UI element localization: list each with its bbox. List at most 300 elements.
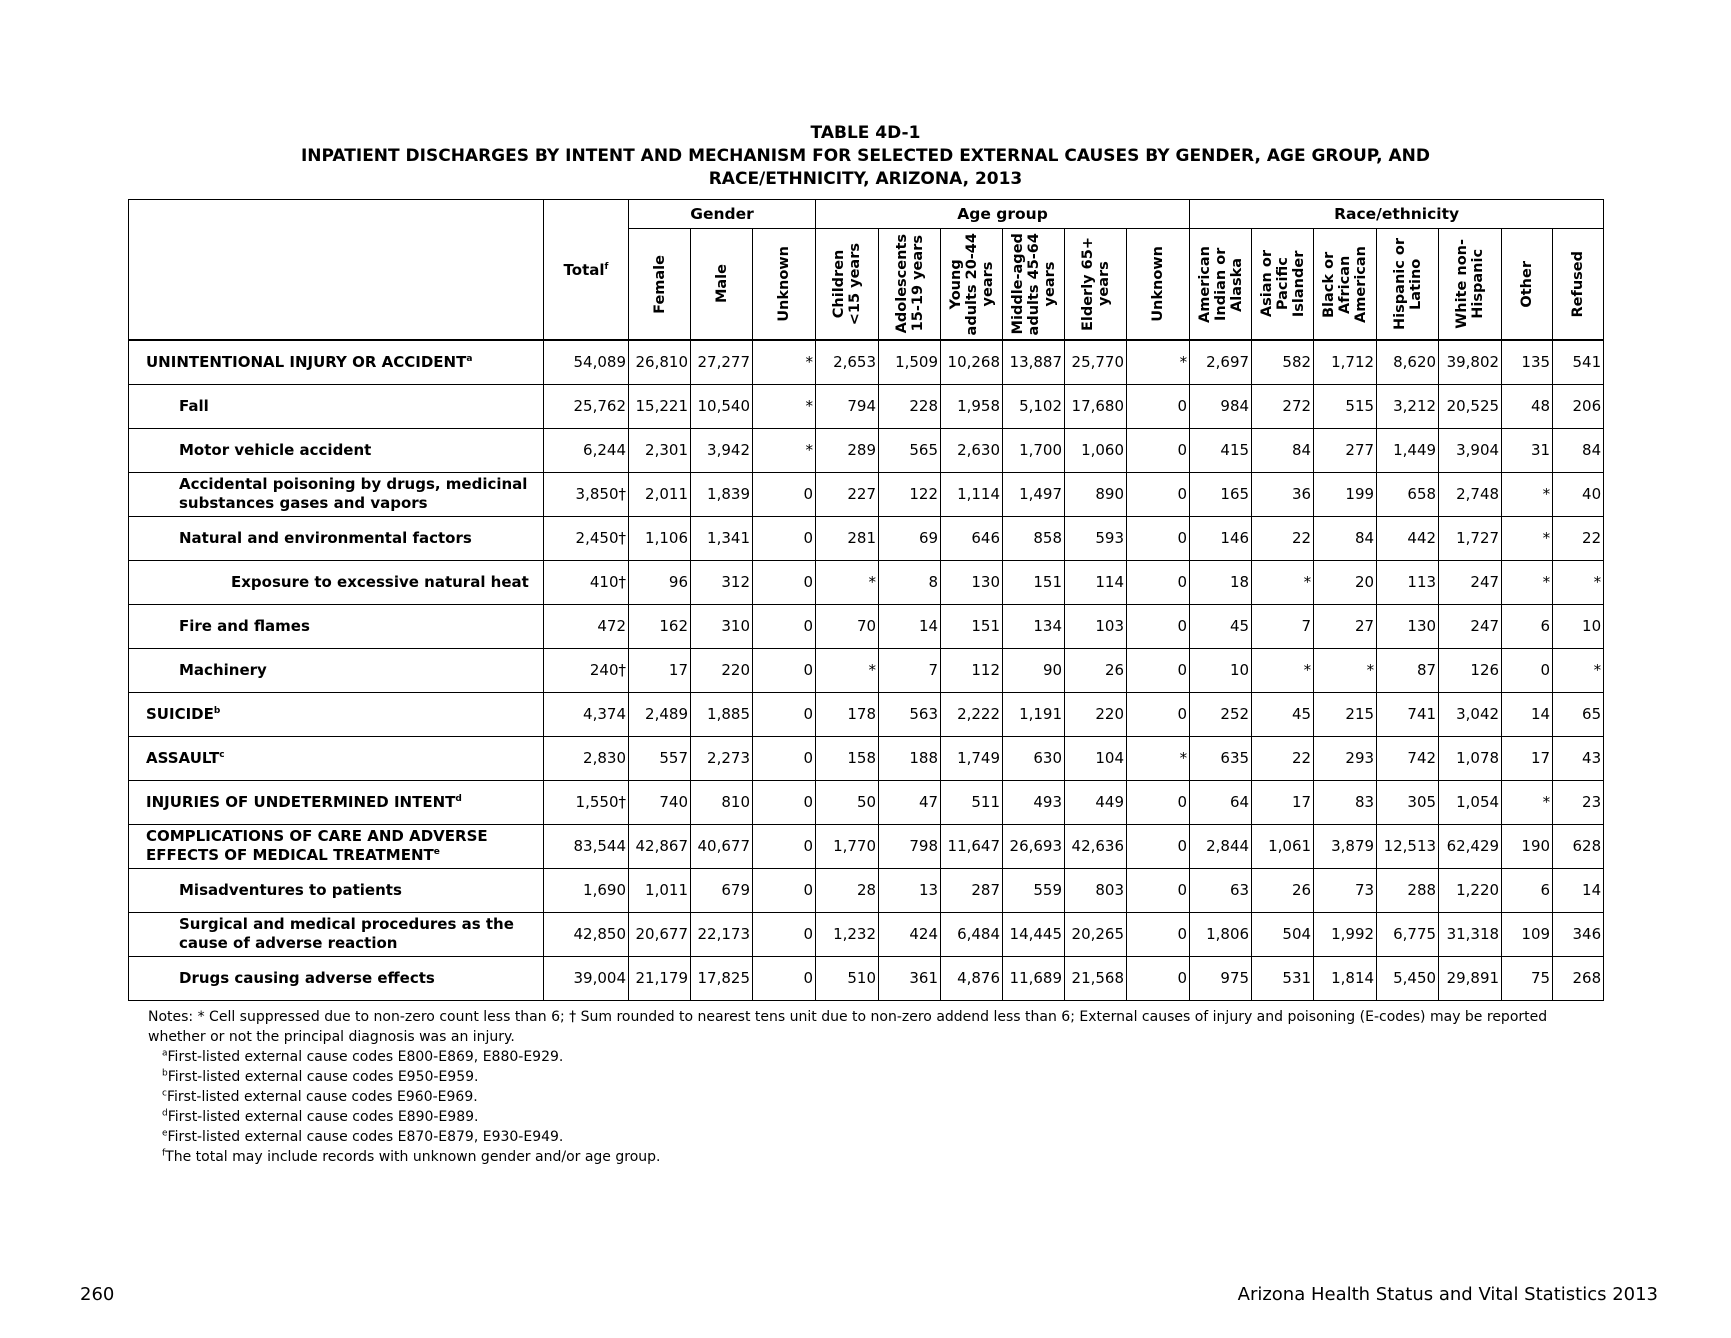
data-cell: 135 bbox=[1502, 340, 1553, 384]
data-cell: * bbox=[816, 648, 879, 692]
data-cell: 65 bbox=[1553, 692, 1604, 736]
data-cell: * bbox=[1252, 648, 1314, 692]
data-cell: 31,318 bbox=[1439, 912, 1502, 956]
table-row bbox=[129, 956, 1604, 1000]
data-cell: 511 bbox=[941, 780, 1003, 824]
data-cell: 1,078 bbox=[1439, 736, 1502, 780]
data-cell: 0 bbox=[1127, 824, 1190, 868]
data-cell: 8,620 bbox=[1377, 340, 1439, 384]
footnote: $^d$First-listed external cause codes E890-E989. bbox=[162, 1108, 479, 1125]
total-header: Total$^f$ bbox=[544, 200, 629, 341]
data-cell: * bbox=[1502, 516, 1553, 560]
data-cell: 293 bbox=[1314, 736, 1377, 780]
data-cell: 449 bbox=[1065, 780, 1127, 824]
total-cell: 1,690 bbox=[544, 868, 629, 912]
data-cell: 13,887 bbox=[1003, 340, 1065, 384]
data-cell: 0 bbox=[1127, 384, 1190, 428]
row-label: Natural and environmental factors bbox=[129, 516, 544, 560]
data-cell: 178 bbox=[816, 692, 879, 736]
data-cell: 1,061 bbox=[1252, 824, 1314, 868]
data-cell: 0 bbox=[753, 692, 816, 736]
table-number: TABLE 4D-1 bbox=[810, 123, 921, 143]
data-cell: 288 bbox=[1377, 868, 1439, 912]
data-cell: 11,689 bbox=[1003, 956, 1065, 1000]
data-cell: 679 bbox=[691, 868, 753, 912]
data-cell: 1,060 bbox=[1065, 428, 1127, 472]
data-cell: 593 bbox=[1065, 516, 1127, 560]
publication-title: Arizona Health Status and Vital Statistics 2013 bbox=[1237, 1284, 1658, 1305]
table-row bbox=[129, 912, 1604, 956]
data-cell: * bbox=[1502, 780, 1553, 824]
data-cell: 70 bbox=[816, 604, 879, 648]
data-cell: 25,770 bbox=[1065, 340, 1127, 384]
data-cell: 630 bbox=[1003, 736, 1065, 780]
footnote: $^c$First-listed external cause codes E960-E969. bbox=[162, 1088, 478, 1105]
data-cell: 10 bbox=[1190, 648, 1252, 692]
row-label: Accidental poisoning by drugs, medicinal substances gases and vapors bbox=[129, 472, 544, 516]
data-cell: 96 bbox=[629, 560, 691, 604]
data-cell: 14,445 bbox=[1003, 912, 1065, 956]
data-cell: 126 bbox=[1439, 648, 1502, 692]
total-cell: 2,830 bbox=[544, 736, 629, 780]
data-cell: 1,341 bbox=[691, 516, 753, 560]
data-cell: 134 bbox=[1003, 604, 1065, 648]
data-cell: 5,450 bbox=[1377, 956, 1439, 1000]
footnote: $^e$First-listed external cause codes E870-E879, E930-E949. bbox=[162, 1128, 564, 1145]
data-cell: 21,179 bbox=[629, 956, 691, 1000]
row-label: Machinery bbox=[129, 648, 544, 692]
column-header: Black or African American bbox=[1314, 229, 1377, 341]
data-cell: 84 bbox=[1314, 516, 1377, 560]
data-cell: 21,568 bbox=[1065, 956, 1127, 1000]
data-cell: 1,497 bbox=[1003, 472, 1065, 516]
data-cell: 0 bbox=[1127, 692, 1190, 736]
table-row bbox=[129, 692, 1604, 736]
data-cell: 13 bbox=[879, 868, 941, 912]
data-cell: 14 bbox=[879, 604, 941, 648]
data-cell: 0 bbox=[1127, 428, 1190, 472]
data-cell: 0 bbox=[753, 736, 816, 780]
data-cell: 2,222 bbox=[941, 692, 1003, 736]
data-cell: 3,212 bbox=[1377, 384, 1439, 428]
total-cell: 42,850 bbox=[544, 912, 629, 956]
data-cell: 220 bbox=[1065, 692, 1127, 736]
data-cell: 1,814 bbox=[1314, 956, 1377, 1000]
data-cell: 26,810 bbox=[629, 340, 691, 384]
data-cell: 190 bbox=[1502, 824, 1553, 868]
data-cell: 0 bbox=[753, 780, 816, 824]
data-cell: 1,191 bbox=[1003, 692, 1065, 736]
data-cell: 2,273 bbox=[691, 736, 753, 780]
total-cell: 39,004 bbox=[544, 956, 629, 1000]
column-header: Unknown bbox=[1127, 229, 1190, 341]
data-cell: 531 bbox=[1252, 956, 1314, 1000]
data-cell: 151 bbox=[1003, 560, 1065, 604]
data-cell: 31 bbox=[1502, 428, 1553, 472]
data-cell: 188 bbox=[879, 736, 941, 780]
data-cell: 984 bbox=[1190, 384, 1252, 428]
data-cell: * bbox=[1127, 340, 1190, 384]
data-cell: 289 bbox=[816, 428, 879, 472]
data-cell: 493 bbox=[1003, 780, 1065, 824]
data-cell: 27 bbox=[1314, 604, 1377, 648]
footnotes-list bbox=[148, 1047, 1588, 1167]
column-header: Other bbox=[1502, 229, 1553, 341]
data-cell: 36 bbox=[1252, 472, 1314, 516]
data-cell: 90 bbox=[1003, 648, 1065, 692]
data-cell: 1,509 bbox=[879, 340, 941, 384]
data-cell: 1,232 bbox=[816, 912, 879, 956]
data-cell: 14 bbox=[1553, 868, 1604, 912]
data-cell: * bbox=[1502, 560, 1553, 604]
data-cell: 247 bbox=[1439, 560, 1502, 604]
data-cell: 565 bbox=[879, 428, 941, 472]
data-cell: 8 bbox=[879, 560, 941, 604]
data-cell: 803 bbox=[1065, 868, 1127, 912]
data-cell: 6 bbox=[1502, 604, 1553, 648]
data-cell: 11,647 bbox=[941, 824, 1003, 868]
data-cell: 10,540 bbox=[691, 384, 753, 428]
data-cell: 975 bbox=[1190, 956, 1252, 1000]
race-group-header: Race/ethnicity bbox=[1190, 200, 1604, 229]
table-title bbox=[0, 122, 1731, 191]
data-cell: 151 bbox=[941, 604, 1003, 648]
data-cell: 43 bbox=[1553, 736, 1604, 780]
data-cell: 220 bbox=[691, 648, 753, 692]
total-cell: 83,544 bbox=[544, 824, 629, 868]
data-cell: 40,677 bbox=[691, 824, 753, 868]
data-cell: 1,770 bbox=[816, 824, 879, 868]
column-header: Asian or Pacific Islander bbox=[1252, 229, 1314, 341]
data-cell: 29,891 bbox=[1439, 956, 1502, 1000]
data-cell: 1,958 bbox=[941, 384, 1003, 428]
data-cell: 22 bbox=[1252, 736, 1314, 780]
row-label: SUICIDE$^b$ bbox=[129, 692, 544, 736]
data-cell: 64 bbox=[1190, 780, 1252, 824]
data-cell: 1,449 bbox=[1377, 428, 1439, 472]
row-label: Surgical and medical procedures as the cause of adverse reaction bbox=[129, 912, 544, 956]
data-cell: 0 bbox=[1127, 912, 1190, 956]
data-cell: 206 bbox=[1553, 384, 1604, 428]
data-cell: 3,879 bbox=[1314, 824, 1377, 868]
row-label: INJURIES OF UNDETERMINED INTENT$^d$ bbox=[129, 780, 544, 824]
data-cell: 0 bbox=[1127, 604, 1190, 648]
age-group-header: Age group bbox=[816, 200, 1190, 229]
data-cell: 17 bbox=[1502, 736, 1553, 780]
data-cell: 510 bbox=[816, 956, 879, 1000]
data-cell: 1,220 bbox=[1439, 868, 1502, 912]
data-cell: 0 bbox=[1502, 648, 1553, 692]
data-cell: 6,775 bbox=[1377, 912, 1439, 956]
data-cell: 17,680 bbox=[1065, 384, 1127, 428]
data-cell: 20 bbox=[1314, 560, 1377, 604]
data-cell: 18 bbox=[1190, 560, 1252, 604]
data-cell: 247 bbox=[1439, 604, 1502, 648]
data-cell: 122 bbox=[879, 472, 941, 516]
data-cell: 0 bbox=[753, 956, 816, 1000]
data-cell: 515 bbox=[1314, 384, 1377, 428]
notes-text: Notes: * Cell suppressed due to non-zero count less than 6; † Sum rounded to nearest tens unit due to non-zero addend less than 6; External causes of injury and poisoning (E-codes) may be reported whether or not the principal diagnosis was an injury. bbox=[148, 1009, 1548, 1045]
data-cell: 48 bbox=[1502, 384, 1553, 428]
data-cell: 20,265 bbox=[1065, 912, 1127, 956]
table-row bbox=[129, 384, 1604, 428]
data-cell: 646 bbox=[941, 516, 1003, 560]
row-label: ASSAULT$^c$ bbox=[129, 736, 544, 780]
data-cell: 45 bbox=[1190, 604, 1252, 648]
column-header: Hispanic or Latino bbox=[1377, 229, 1439, 341]
data-cell: 6 bbox=[1502, 868, 1553, 912]
data-cell: 113 bbox=[1377, 560, 1439, 604]
data-cell: 890 bbox=[1065, 472, 1127, 516]
data-cell: 1,054 bbox=[1439, 780, 1502, 824]
data-cell: 5,102 bbox=[1003, 384, 1065, 428]
data-cell: 39,802 bbox=[1439, 340, 1502, 384]
data-cell: 1,700 bbox=[1003, 428, 1065, 472]
data-cell: * bbox=[1314, 648, 1377, 692]
column-header: Male bbox=[691, 229, 753, 341]
data-cell: 165 bbox=[1190, 472, 1252, 516]
data-cell: 0 bbox=[753, 912, 816, 956]
row-label: Fire and flames bbox=[129, 604, 544, 648]
data-cell: 2,748 bbox=[1439, 472, 1502, 516]
data-cell: 40 bbox=[1553, 472, 1604, 516]
data-cell: 215 bbox=[1314, 692, 1377, 736]
data-cell: 15,221 bbox=[629, 384, 691, 428]
column-header: Young adults 20-44 years bbox=[941, 229, 1003, 341]
data-cell: 62,429 bbox=[1439, 824, 1502, 868]
data-cell: 17 bbox=[629, 648, 691, 692]
data-cell: 541 bbox=[1553, 340, 1604, 384]
data-cell: 563 bbox=[879, 692, 941, 736]
data-cell: 1,749 bbox=[941, 736, 1003, 780]
data-cell: * bbox=[1553, 560, 1604, 604]
total-cell: 1,550† bbox=[544, 780, 629, 824]
data-cell: 228 bbox=[879, 384, 941, 428]
data-cell: 130 bbox=[941, 560, 1003, 604]
data-cell: 346 bbox=[1553, 912, 1604, 956]
table-row bbox=[129, 340, 1604, 384]
data-cell: 798 bbox=[879, 824, 941, 868]
page-number: 260 bbox=[80, 1284, 115, 1305]
total-cell: 25,762 bbox=[544, 384, 629, 428]
column-header: Unknown bbox=[753, 229, 816, 341]
data-cell: 0 bbox=[753, 648, 816, 692]
table-row bbox=[129, 648, 1604, 692]
data-cell: 1,806 bbox=[1190, 912, 1252, 956]
data-cell: 0 bbox=[753, 472, 816, 516]
data-cell: 0 bbox=[753, 516, 816, 560]
data-cell: 442 bbox=[1377, 516, 1439, 560]
data-cell: 26 bbox=[1065, 648, 1127, 692]
data-cell: 794 bbox=[816, 384, 879, 428]
table-row bbox=[129, 516, 1604, 560]
total-cell: 3,850† bbox=[544, 472, 629, 516]
data-cell: 63 bbox=[1190, 868, 1252, 912]
footnote: $^b$First-listed external cause codes E950-E959. bbox=[162, 1068, 479, 1085]
notes-section bbox=[148, 1007, 1588, 1167]
data-cell: 0 bbox=[753, 824, 816, 868]
data-cell: 227 bbox=[816, 472, 879, 516]
data-cell: 20,677 bbox=[629, 912, 691, 956]
data-cell: 0 bbox=[1127, 956, 1190, 1000]
data-cell: 0 bbox=[1127, 648, 1190, 692]
data-cell: 1,885 bbox=[691, 692, 753, 736]
data-cell: * bbox=[1127, 736, 1190, 780]
data-cell: 310 bbox=[691, 604, 753, 648]
data-cell: 2,630 bbox=[941, 428, 1003, 472]
data-cell: 42,867 bbox=[629, 824, 691, 868]
data-cell: 2,301 bbox=[629, 428, 691, 472]
data-cell: 0 bbox=[1127, 472, 1190, 516]
data-cell: 272 bbox=[1252, 384, 1314, 428]
data-cell: 112 bbox=[941, 648, 1003, 692]
data-cell: 10,268 bbox=[941, 340, 1003, 384]
table-row bbox=[129, 824, 1604, 868]
data-cell: 23 bbox=[1553, 780, 1604, 824]
data-cell: 2,011 bbox=[629, 472, 691, 516]
data-cell: 146 bbox=[1190, 516, 1252, 560]
data-cell: 1,712 bbox=[1314, 340, 1377, 384]
data-cell: 14 bbox=[1502, 692, 1553, 736]
data-cell: 1,727 bbox=[1439, 516, 1502, 560]
data-cell: 7 bbox=[1252, 604, 1314, 648]
data-cell: 1,106 bbox=[629, 516, 691, 560]
data-cell: 22,173 bbox=[691, 912, 753, 956]
data-cell: 1,839 bbox=[691, 472, 753, 516]
data-cell: 0 bbox=[1127, 560, 1190, 604]
table-caption: INPATIENT DISCHARGES BY INTENT AND MECHANISM FOR SELECTED EXTERNAL CAUSES BY GENDER, AGE GROUP, AND RACE/ETHNICITY, ARIZONA, 2013 bbox=[300, 146, 1430, 189]
data-cell: 2,653 bbox=[816, 340, 879, 384]
footnote: $^a$First-listed external cause codes E800-E869, E880-E929. bbox=[162, 1048, 564, 1065]
data-cell: 84 bbox=[1252, 428, 1314, 472]
data-cell: 26 bbox=[1252, 868, 1314, 912]
row-label: COMPLICATIONS OF CARE AND ADVERSE EFFECTS OF MEDICAL TREATMENT$^e$ bbox=[129, 824, 544, 868]
data-cell: 50 bbox=[816, 780, 879, 824]
data-cell: 7 bbox=[879, 648, 941, 692]
total-cell: 6,244 bbox=[544, 428, 629, 472]
data-cell: 305 bbox=[1377, 780, 1439, 824]
data-cell: 740 bbox=[629, 780, 691, 824]
column-header: Children <15 years bbox=[816, 229, 879, 341]
column-header: American Indian or Alaska bbox=[1190, 229, 1252, 341]
data-cell: 109 bbox=[1502, 912, 1553, 956]
data-cell: 361 bbox=[879, 956, 941, 1000]
data-cell: 635 bbox=[1190, 736, 1252, 780]
data-cell: 47 bbox=[879, 780, 941, 824]
data-cell: 158 bbox=[816, 736, 879, 780]
data-cell: 28 bbox=[816, 868, 879, 912]
table-body bbox=[129, 340, 1604, 1000]
footnote: $^f$The total may include records with unknown gender and/or age group. bbox=[162, 1148, 661, 1165]
row-label: Drugs causing adverse effects bbox=[129, 956, 544, 1000]
total-cell: 240† bbox=[544, 648, 629, 692]
data-cell: * bbox=[1553, 648, 1604, 692]
gender-group-header: Gender bbox=[629, 200, 816, 229]
data-cell: 17 bbox=[1252, 780, 1314, 824]
data-cell: 0 bbox=[753, 868, 816, 912]
table-row bbox=[129, 736, 1604, 780]
data-cell: 1,114 bbox=[941, 472, 1003, 516]
data-cell: 287 bbox=[941, 868, 1003, 912]
data-cell: 87 bbox=[1377, 648, 1439, 692]
data-cell: 42,636 bbox=[1065, 824, 1127, 868]
data-cell: 628 bbox=[1553, 824, 1604, 868]
data-cell: * bbox=[816, 560, 879, 604]
data-cell: 559 bbox=[1003, 868, 1065, 912]
table-row bbox=[129, 604, 1604, 648]
data-cell: 504 bbox=[1252, 912, 1314, 956]
data-cell: 1,011 bbox=[629, 868, 691, 912]
data-cell: 0 bbox=[1127, 516, 1190, 560]
table-row bbox=[129, 780, 1604, 824]
data-cell: 3,904 bbox=[1439, 428, 1502, 472]
column-header: White non- Hispanic bbox=[1439, 229, 1502, 341]
data-cell: 0 bbox=[1127, 780, 1190, 824]
data-cell: 0 bbox=[753, 560, 816, 604]
data-cell: 252 bbox=[1190, 692, 1252, 736]
row-label: Misadventures to patients bbox=[129, 868, 544, 912]
column-header: Adolescents 15-19 years bbox=[879, 229, 941, 341]
total-cell: 410† bbox=[544, 560, 629, 604]
data-cell: 114 bbox=[1065, 560, 1127, 604]
data-cell: 83 bbox=[1314, 780, 1377, 824]
column-header: Middle-aged adults 45-64 years bbox=[1003, 229, 1065, 341]
data-cell: 0 bbox=[1127, 868, 1190, 912]
data-cell: 0 bbox=[753, 604, 816, 648]
data-cell: 69 bbox=[879, 516, 941, 560]
data-cell: 277 bbox=[1314, 428, 1377, 472]
data-cell: 20,525 bbox=[1439, 384, 1502, 428]
data-cell: 103 bbox=[1065, 604, 1127, 648]
data-cell: * bbox=[1252, 560, 1314, 604]
data-cell: 6,484 bbox=[941, 912, 1003, 956]
data-cell: * bbox=[753, 340, 816, 384]
table-row bbox=[129, 868, 1604, 912]
data-cell: 557 bbox=[629, 736, 691, 780]
data-cell: 26,693 bbox=[1003, 824, 1065, 868]
data-cell: 12,513 bbox=[1377, 824, 1439, 868]
data-cell: 17,825 bbox=[691, 956, 753, 1000]
data-cell: 22 bbox=[1553, 516, 1604, 560]
data-cell: * bbox=[753, 428, 816, 472]
total-cell: 4,374 bbox=[544, 692, 629, 736]
data-cell: 45 bbox=[1252, 692, 1314, 736]
table-row bbox=[129, 428, 1604, 472]
data-cell: 810 bbox=[691, 780, 753, 824]
data-cell: 3,042 bbox=[1439, 692, 1502, 736]
row-label: UNINTENTIONAL INJURY OR ACCIDENT$^a$ bbox=[129, 340, 544, 384]
data-cell: 742 bbox=[1377, 736, 1439, 780]
total-cell: 54,089 bbox=[544, 340, 629, 384]
data-cell: 415 bbox=[1190, 428, 1252, 472]
column-header: Female bbox=[629, 229, 691, 341]
data-cell: 312 bbox=[691, 560, 753, 604]
row-header-blank bbox=[129, 200, 544, 341]
data-cell: 424 bbox=[879, 912, 941, 956]
data-cell: 582 bbox=[1252, 340, 1314, 384]
table-row bbox=[129, 560, 1604, 604]
data-cell: 22 bbox=[1252, 516, 1314, 560]
data-cell: 73 bbox=[1314, 868, 1377, 912]
data-cell: 10 bbox=[1553, 604, 1604, 648]
data-cell: 3,942 bbox=[691, 428, 753, 472]
row-label: Exposure to excessive natural heat bbox=[129, 560, 544, 604]
data-cell: 104 bbox=[1065, 736, 1127, 780]
data-cell: 658 bbox=[1377, 472, 1439, 516]
table-row bbox=[129, 472, 1604, 516]
data-cell: 2,489 bbox=[629, 692, 691, 736]
data-cell: 2,697 bbox=[1190, 340, 1252, 384]
